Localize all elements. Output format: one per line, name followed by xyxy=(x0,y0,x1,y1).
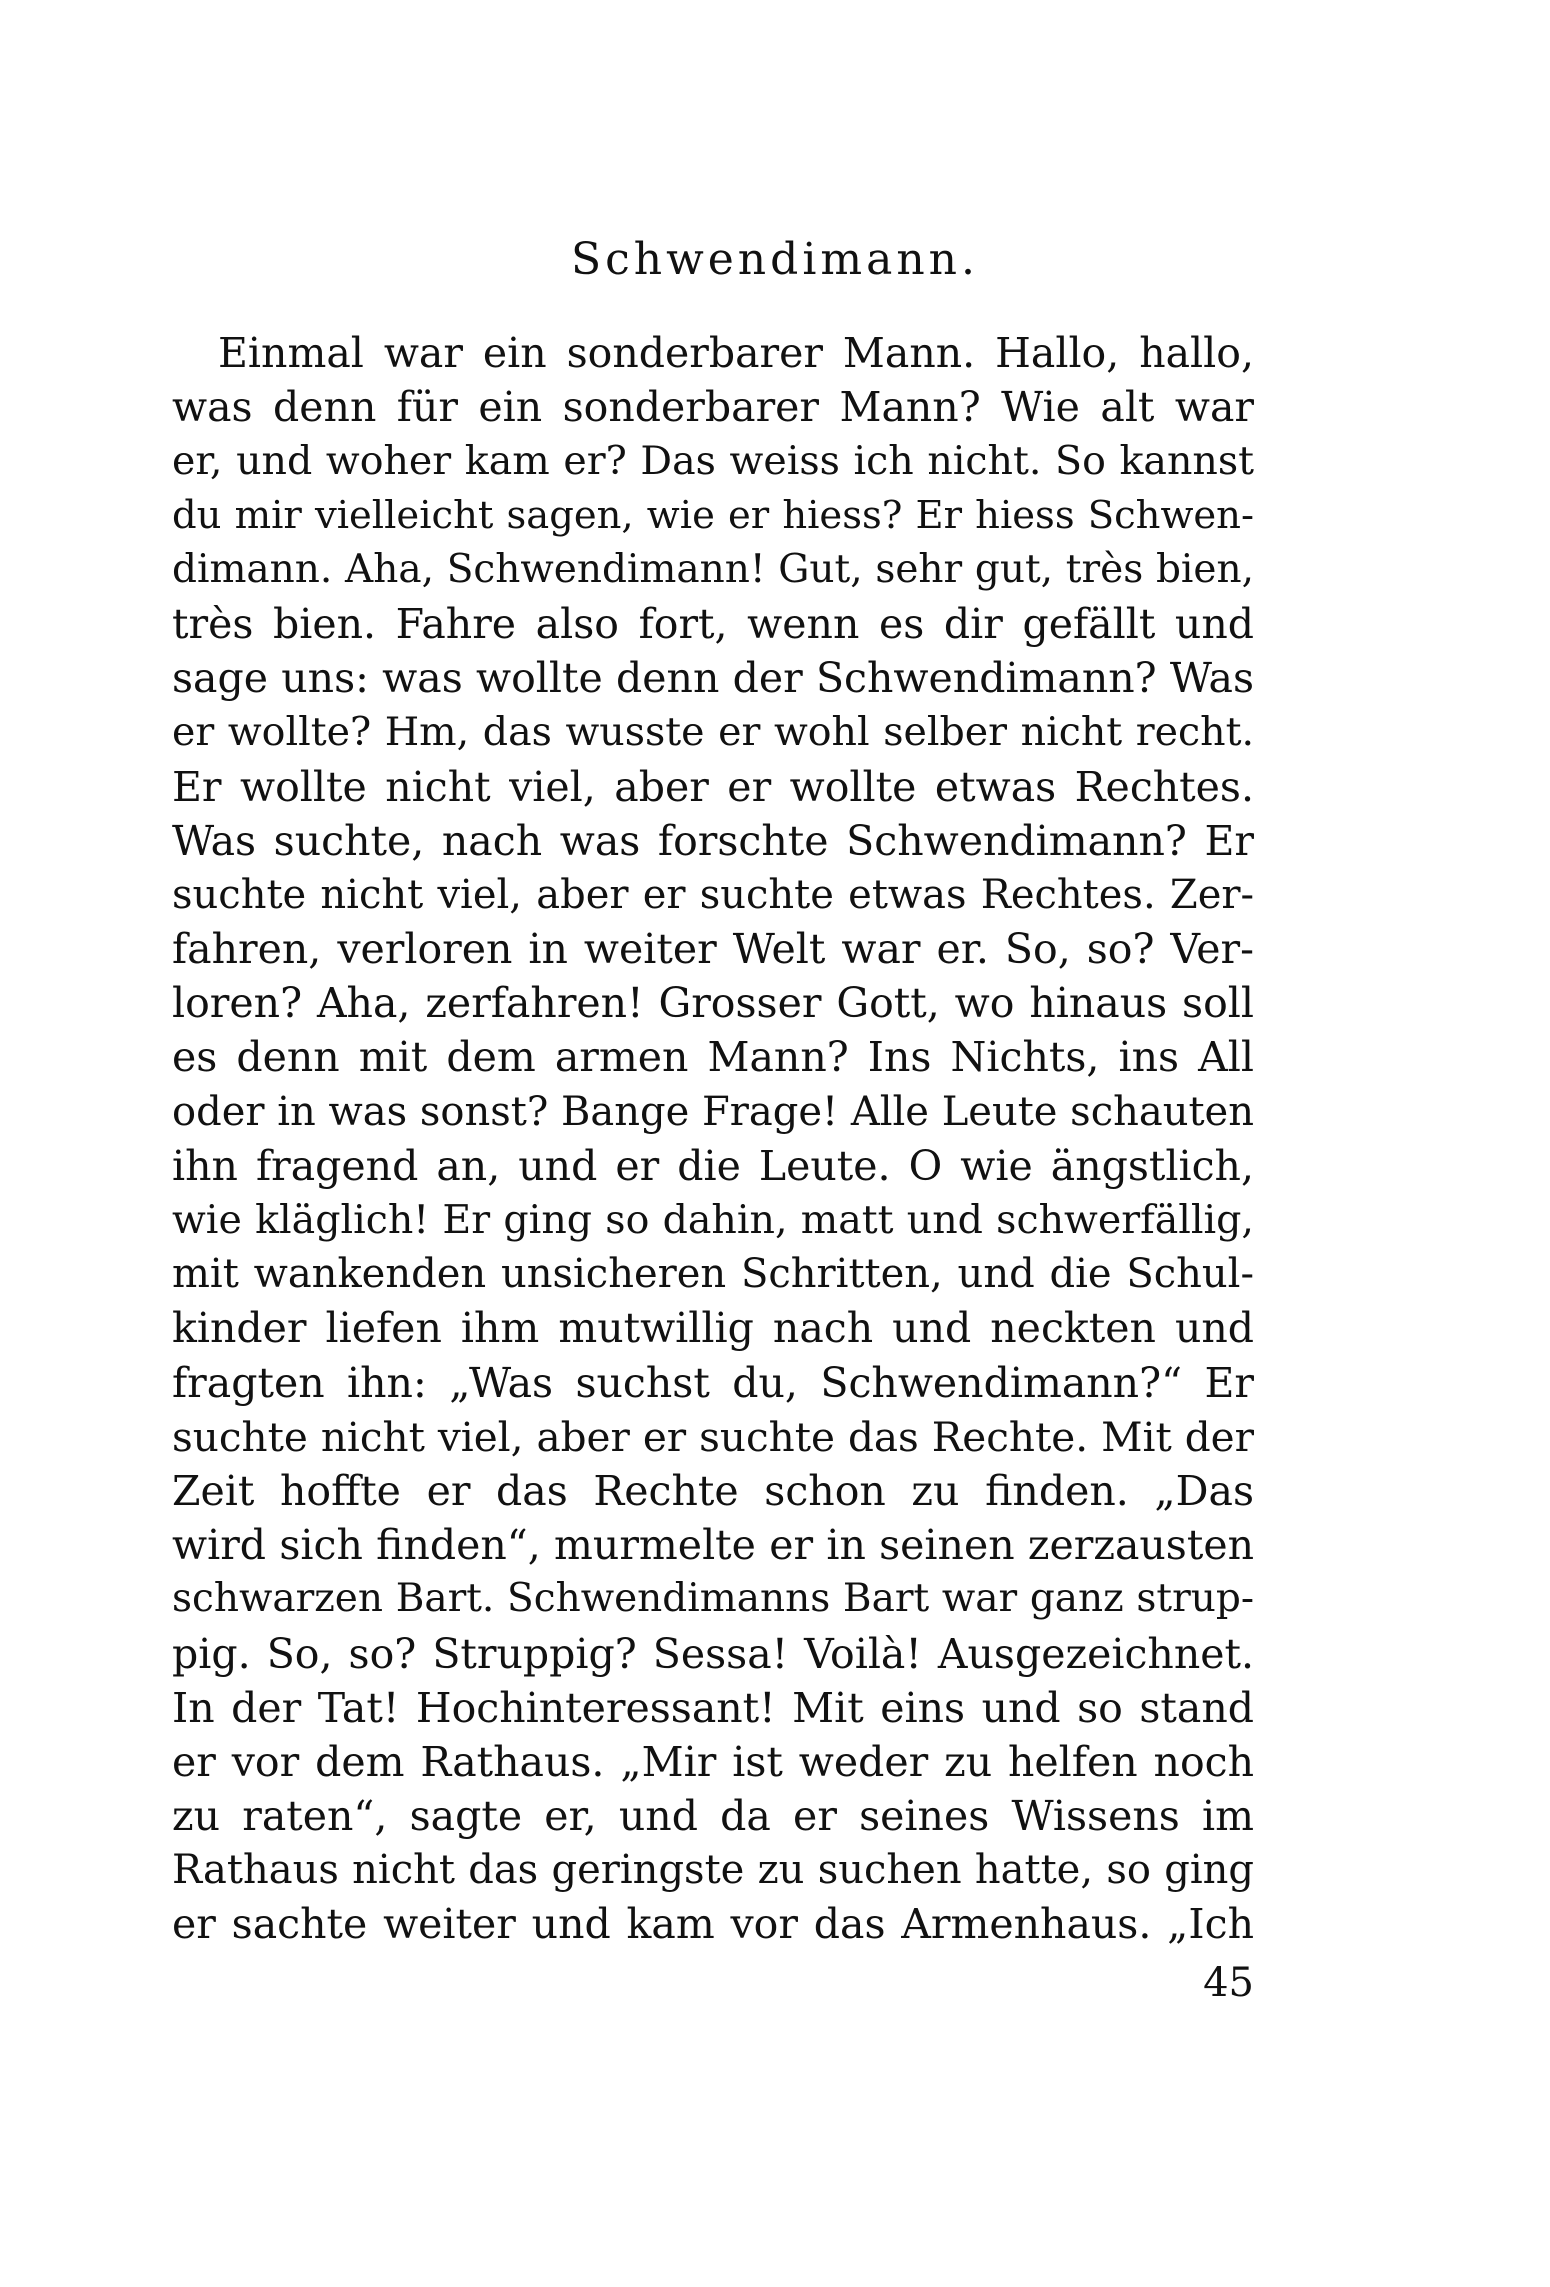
text-line: oder in was sonst? Bange Frage! Alle Leute schauten xyxy=(172,1088,1254,1135)
text-line: Was suchte, nach was forschte Schwendimann? Er xyxy=(172,816,1254,865)
text-line: es denn mit dem armen Mann? Ins Nichts, ins All xyxy=(172,1033,1254,1082)
text-line: zu raten“, sagte er, und da er seines Wissens im xyxy=(172,1792,1254,1841)
text-line: Zeit hoffte er das Rechte schon zu finden. „Das xyxy=(172,1466,1254,1515)
text-line: In der Tat! Hochinteressant! Mit eins und so stand xyxy=(172,1683,1254,1732)
text-line: er, und woher kam er? Das weiss ich nicht. So kannst xyxy=(172,438,1254,485)
text-line: wird sich finden“, murmelte er in seinen zerzausten xyxy=(172,1521,1254,1570)
text-line: sage uns: was wollte denn der Schwendimann? Was xyxy=(172,654,1254,703)
text-line: suchte nicht viel, aber er suchte etwas Rechtes. Zer- xyxy=(172,871,1254,918)
text-line: pig. So, so? Struppig? Sessa! Voilà! Ausgezeichnet. xyxy=(172,1629,1254,1678)
text-line: was denn für ein sonderbarer Mann? Wie alt war xyxy=(172,383,1254,432)
text-line: Rathaus nicht das geringste zu suchen hatte, so ging xyxy=(172,1847,1254,1894)
page-number: 45 xyxy=(1203,1960,1254,2006)
text-line: fahren, verloren in weiter Welt war er. So, so? Ver- xyxy=(172,925,1254,974)
text-line: er vor dem Rathaus. „Mir ist weder zu helfen noch xyxy=(172,1737,1254,1786)
text-line: schwarzen Bart. Schwendimanns Bart war ganz strup- xyxy=(172,1576,1254,1622)
text-line: loren? Aha, zerfahren! Grosser Gott, wo hinaus soll xyxy=(172,979,1254,1028)
text-line: Einmal war ein sonderbarer Mann. Hallo, hallo, xyxy=(218,329,1254,377)
body-text xyxy=(172,326,1254,1952)
text-line: Er wollte nicht viel, aber er wollte etwas Rechtes. xyxy=(172,762,1254,811)
text-line: kinder liefen ihm mutwillig nach und neckten und xyxy=(172,1304,1254,1353)
text-line: wie kläglich! Er ging so dahin, matt und schwerfällig, xyxy=(172,1197,1254,1243)
text-line: très bien. Fahre also fort, wenn es dir gefällt und xyxy=(172,599,1254,648)
text-line: ihn fragend an, und er die Leute. O wie ängstlich, xyxy=(172,1141,1254,1190)
text-line: mit wankenden unsicheren Schritten, und die Schul- xyxy=(172,1251,1254,1298)
text-line: er wollte? Hm, das wusste er wohl selber nicht recht. xyxy=(172,709,1254,756)
chapter-title: Schwendimann. xyxy=(570,234,980,285)
text-line: du mir vielleicht sagen, wie er hiess? Er hiess Schwen- xyxy=(172,492,1254,538)
text-line: suchte nicht viel, aber er suchte das Rechte. Mit der xyxy=(172,1412,1254,1461)
text-line: dimann. Aha, Schwendimann! Gut, sehr gut, très bien, xyxy=(172,546,1254,592)
text-line: fragten ihn: „Was suchst du, Schwendimann?“ Er xyxy=(172,1358,1254,1407)
text-line: er sachte weiter und kam vor das Armenhaus. „Ich xyxy=(172,1900,1254,1949)
